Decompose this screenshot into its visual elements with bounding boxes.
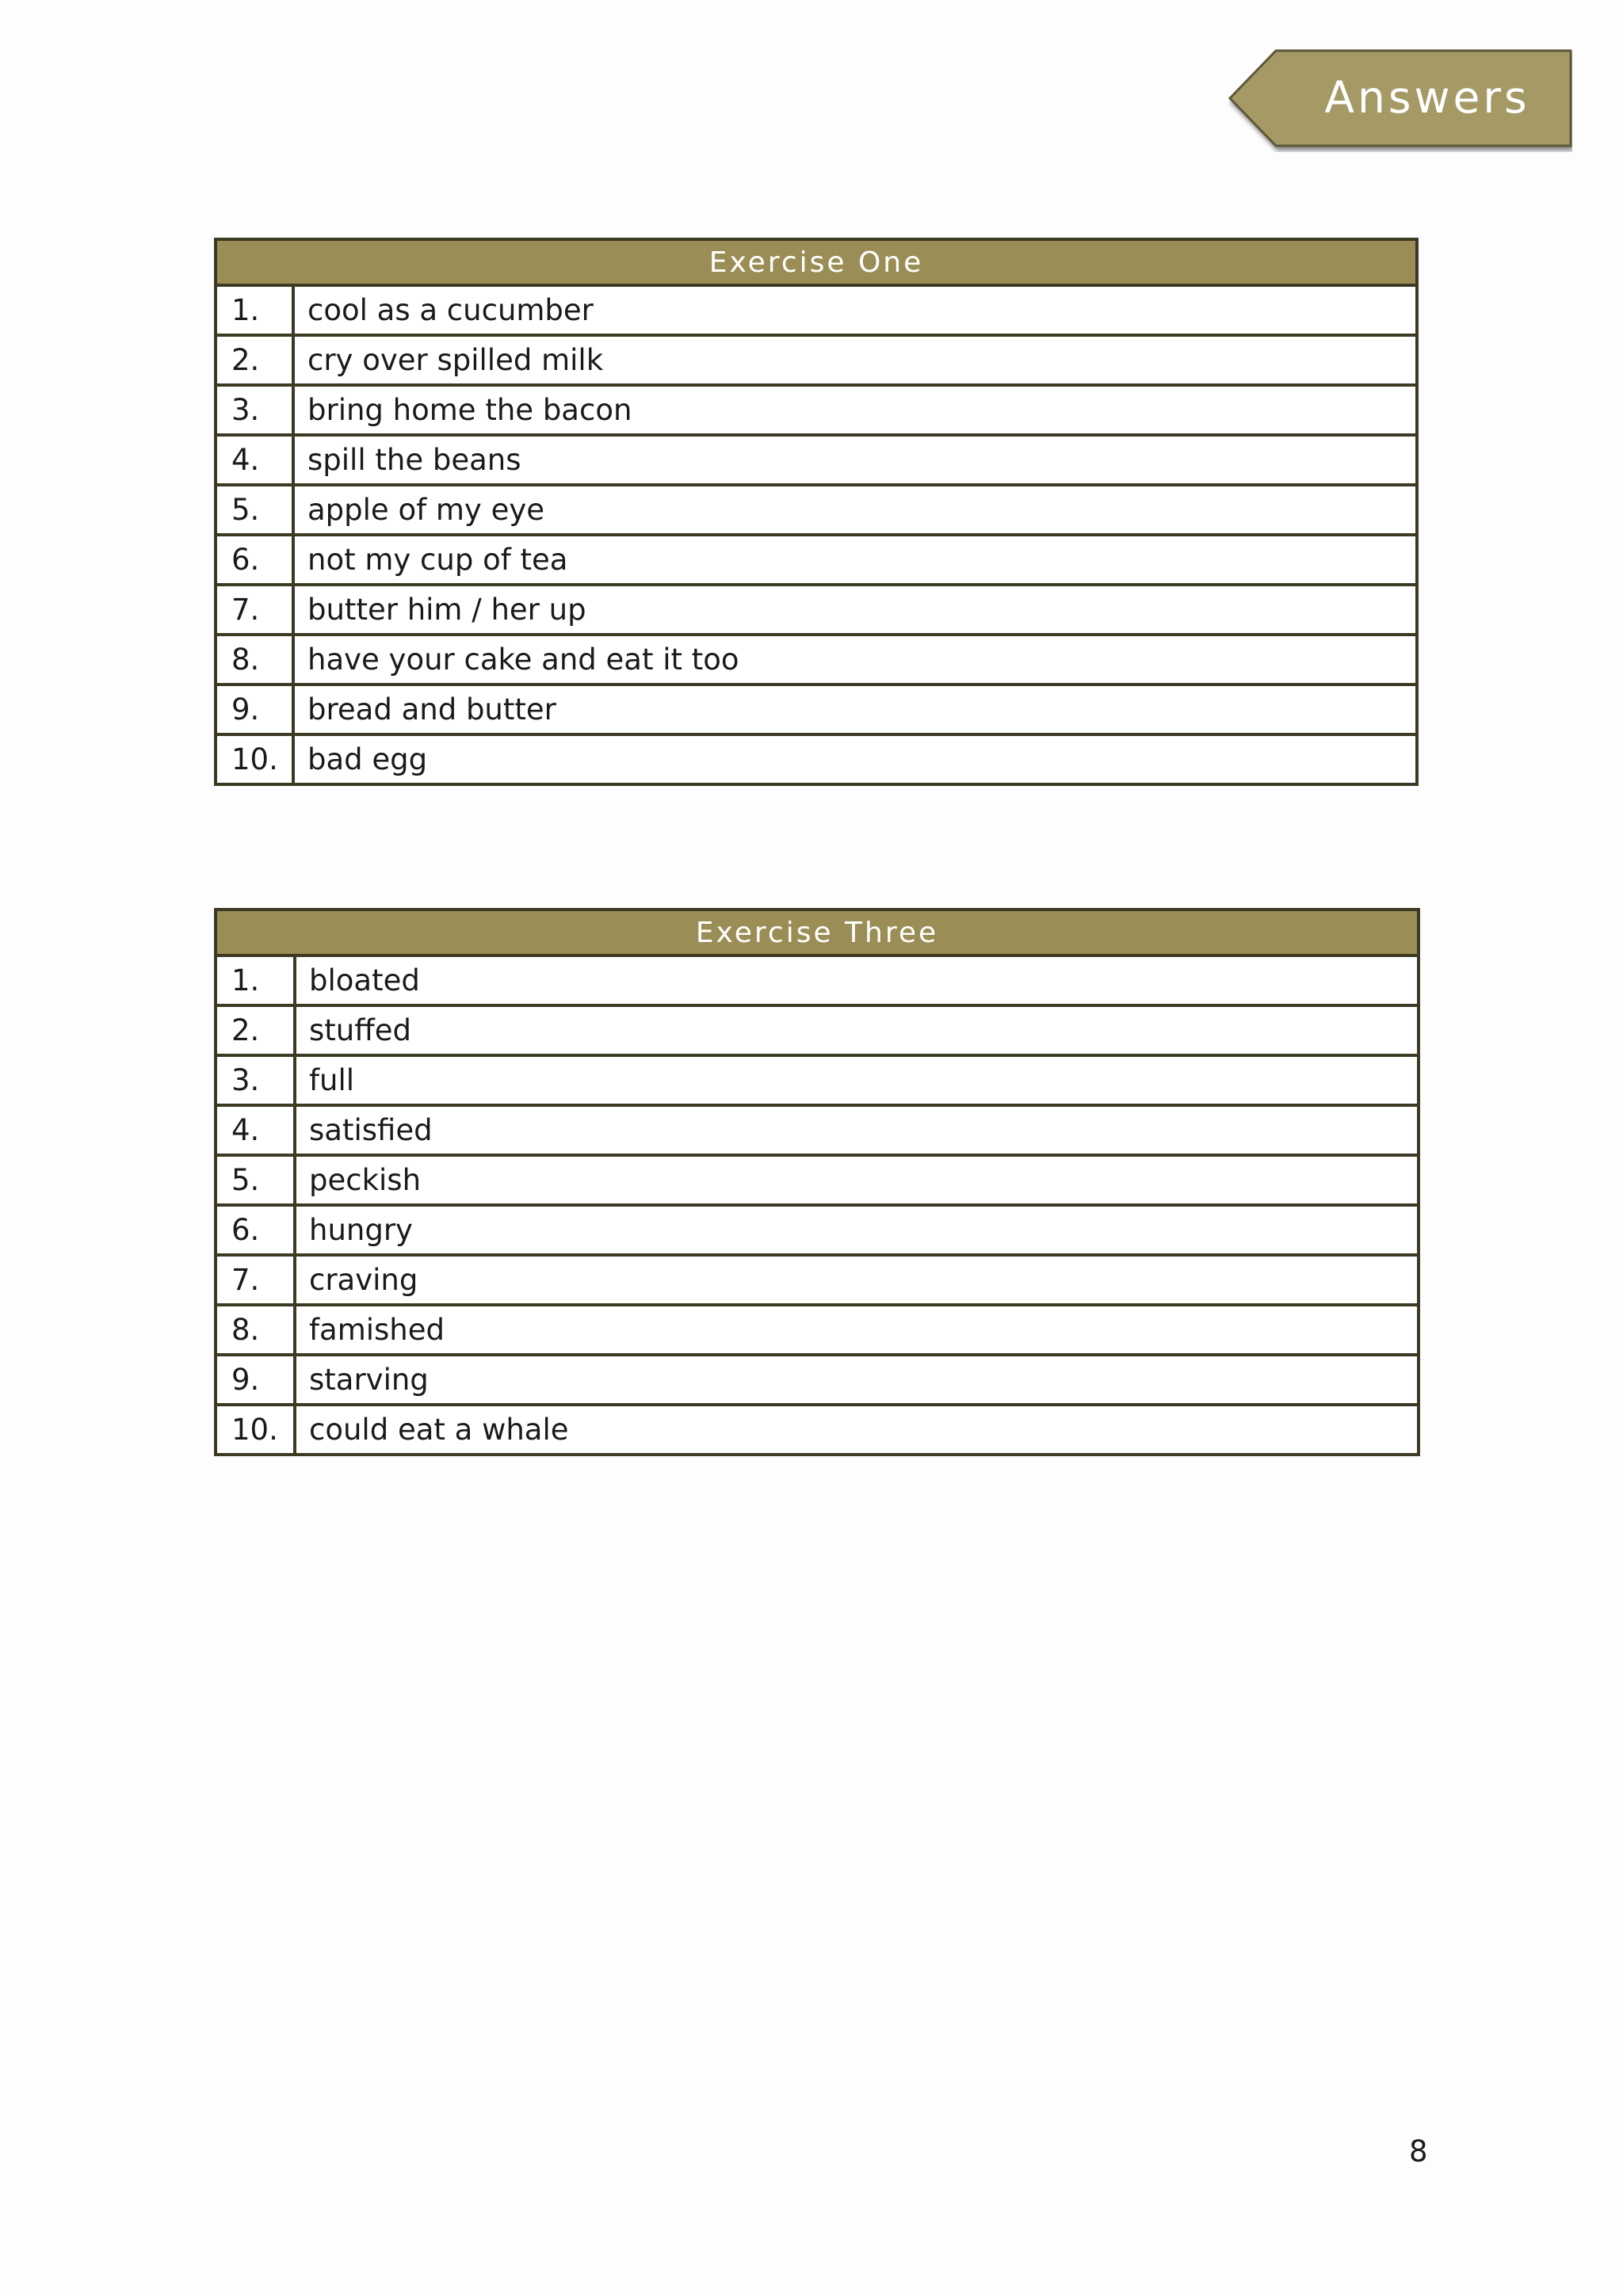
row-answer: craving xyxy=(295,1255,1419,1305)
exercise-three-table xyxy=(214,908,1420,1456)
table-row xyxy=(216,1305,1419,1355)
table-row xyxy=(216,1055,1419,1105)
row-answer: famished xyxy=(295,1305,1419,1355)
row-answer: cry over spilled milk xyxy=(293,335,1417,385)
table-row xyxy=(216,1155,1419,1205)
row-answer: satisfied xyxy=(295,1105,1419,1155)
row-number: 1. xyxy=(216,285,293,335)
row-answer: not my cup of tea xyxy=(293,535,1417,585)
table-row xyxy=(216,285,1417,335)
table-row xyxy=(216,485,1417,535)
table-row xyxy=(216,955,1419,1005)
row-number: 2. xyxy=(216,1005,295,1055)
table-row xyxy=(216,435,1417,485)
row-answer: apple of my eye xyxy=(293,485,1417,535)
table-row xyxy=(216,535,1417,585)
row-answer: bring home the bacon xyxy=(293,385,1417,435)
row-number: 4. xyxy=(216,435,293,485)
table-row xyxy=(216,1355,1419,1405)
row-answer: spill the beans xyxy=(293,435,1417,485)
row-number: 4. xyxy=(216,1105,295,1155)
answers-tab xyxy=(1228,49,1572,149)
row-answer: cool as a cucumber xyxy=(293,285,1417,335)
row-answer: hungry xyxy=(295,1205,1419,1255)
row-number: 9. xyxy=(216,1355,295,1405)
table-row xyxy=(216,385,1417,435)
row-answer: full xyxy=(295,1055,1419,1105)
table-row xyxy=(216,1105,1419,1155)
row-number: 6. xyxy=(216,1205,295,1255)
row-number: 8. xyxy=(216,635,293,685)
row-answer: bad egg xyxy=(293,734,1417,784)
row-number: 9. xyxy=(216,685,293,734)
table-row xyxy=(216,1255,1419,1305)
row-number: 5. xyxy=(216,485,293,535)
row-number: 5. xyxy=(216,1155,295,1205)
table-row xyxy=(216,335,1417,385)
exercise-three-title: Exercise Three xyxy=(216,910,1419,955)
row-answer: butter him / her up xyxy=(293,585,1417,635)
row-answer: bread and butter xyxy=(293,685,1417,734)
row-number: 3. xyxy=(216,1055,295,1105)
row-answer: bloated xyxy=(295,955,1419,1005)
tab-label: Answers xyxy=(1324,72,1530,123)
row-answer: could eat a whale xyxy=(295,1405,1419,1455)
table-row xyxy=(216,1405,1419,1455)
table-row xyxy=(216,635,1417,685)
table-row xyxy=(216,1205,1419,1255)
row-number: 3. xyxy=(216,385,293,435)
row-number: 10. xyxy=(216,1405,295,1455)
page-number: 8 xyxy=(1409,2134,1428,2168)
row-answer: peckish xyxy=(295,1155,1419,1205)
table-row xyxy=(216,685,1417,734)
exercise-one-title: Exercise One xyxy=(216,239,1417,285)
table-row xyxy=(216,585,1417,635)
row-number: 7. xyxy=(216,1255,295,1305)
row-answer: starving xyxy=(295,1355,1419,1405)
row-number: 7. xyxy=(216,585,293,635)
row-answer: have your cake and eat it too xyxy=(293,635,1417,685)
row-number: 10. xyxy=(216,734,293,784)
table-row xyxy=(216,1005,1419,1055)
row-number: 8. xyxy=(216,1305,295,1355)
row-number: 1. xyxy=(216,955,295,1005)
row-number: 6. xyxy=(216,535,293,585)
exercise-one-table xyxy=(214,238,1419,786)
table-row xyxy=(216,734,1417,784)
row-answer: stuffed xyxy=(295,1005,1419,1055)
row-number: 2. xyxy=(216,335,293,385)
